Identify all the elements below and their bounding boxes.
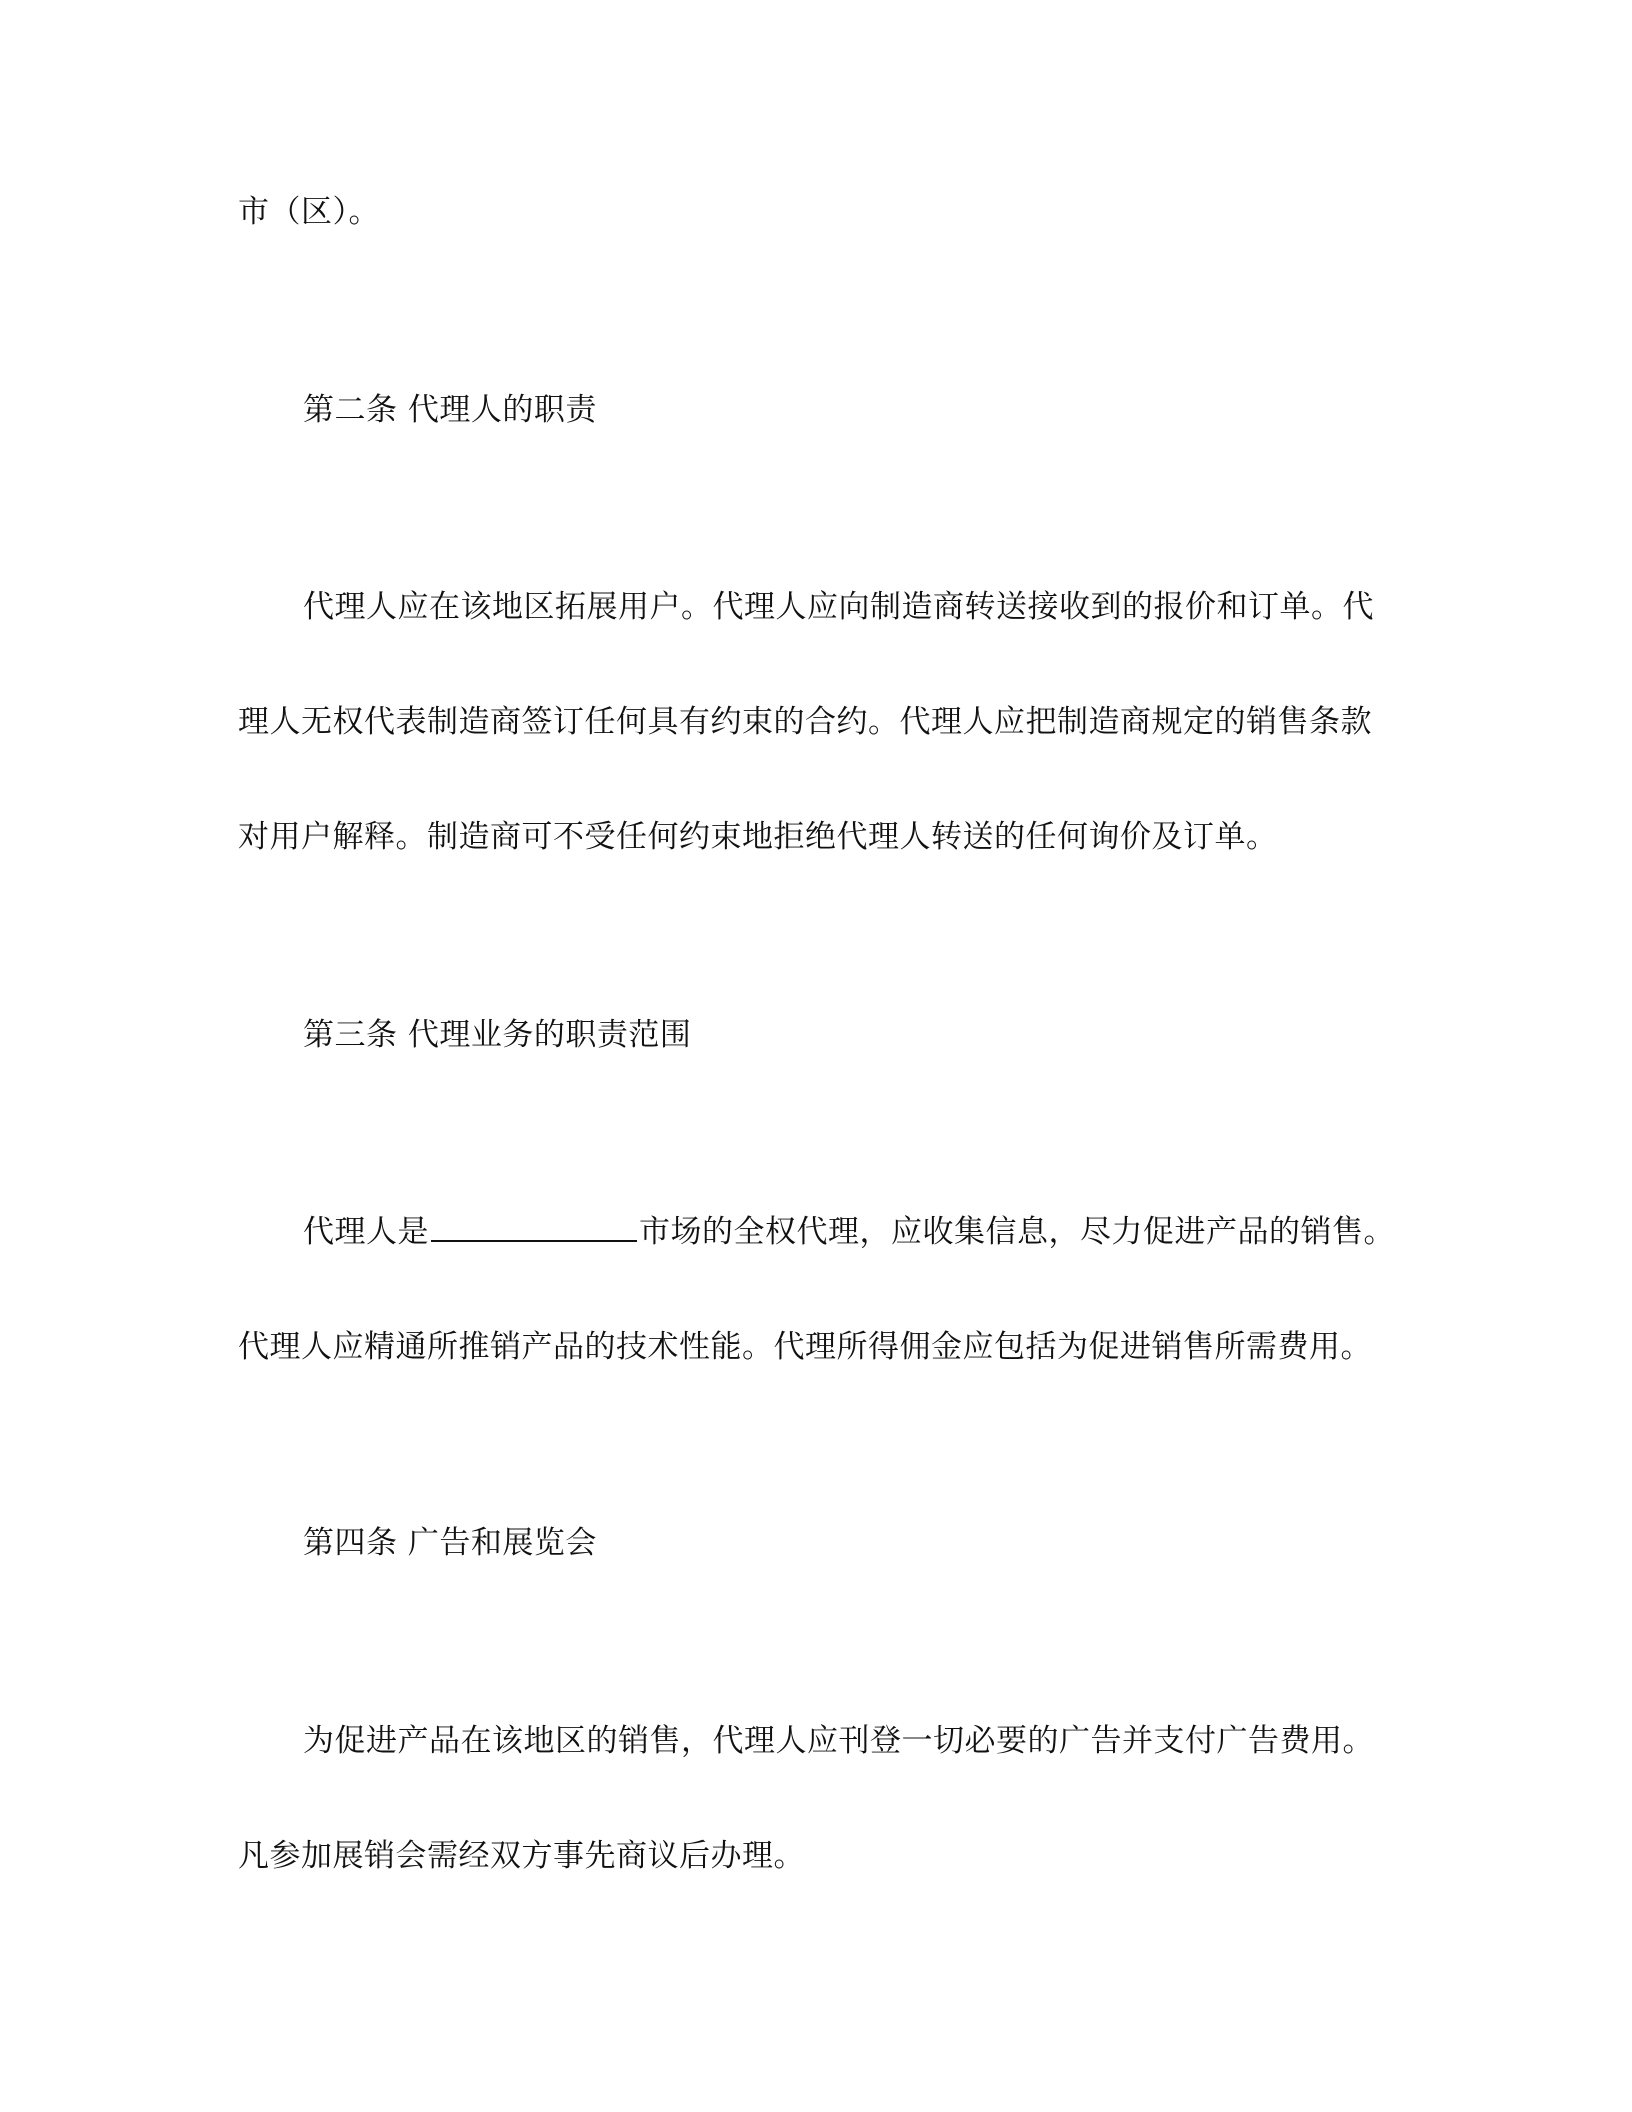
heading-article-2: 第二条 代理人的职责 — [303, 392, 597, 428]
heading-article-3: 第三条 代理业务的职责范围 — [303, 1017, 692, 1053]
paragraph-line-with-blank — [303, 1210, 1395, 1254]
paragraph-line: 代理人应在该地区拓展用户。代理人应向制造商转送接收到的报价和订单。代 — [303, 589, 1374, 625]
paragraph-line: 代理人应精通所推销产品的技术性能。代理所得佣金应包括为促进销售所需费用。 — [238, 1329, 1372, 1365]
paragraph-line: 为促进产品在该地区的销售，代理人应刊登一切必要的广告并支付广告费用。 — [303, 1723, 1374, 1759]
paragraph-line: 理人无权代表制造商签订任何具有约束的合约。代理人应把制造商规定的销售条款 — [238, 704, 1372, 740]
paragraph-text: 代理人是 — [303, 1214, 429, 1250]
paragraph-text: 市场的全权代理，应收集信息，尽力促进产品的销售。 — [639, 1214, 1395, 1250]
heading-article-4: 第四条 广告和展览会 — [303, 1525, 597, 1561]
text-line-city: 市（区）。 — [238, 194, 380, 230]
paragraph-line: 凡参加展销会需经双方事先商议后办理。 — [238, 1838, 805, 1874]
fill-in-blank — [431, 1210, 637, 1242]
paragraph-line: 对用户解释。制造商可不受任何约束地拒绝代理人转送的任何询价及订单。 — [238, 819, 1278, 855]
